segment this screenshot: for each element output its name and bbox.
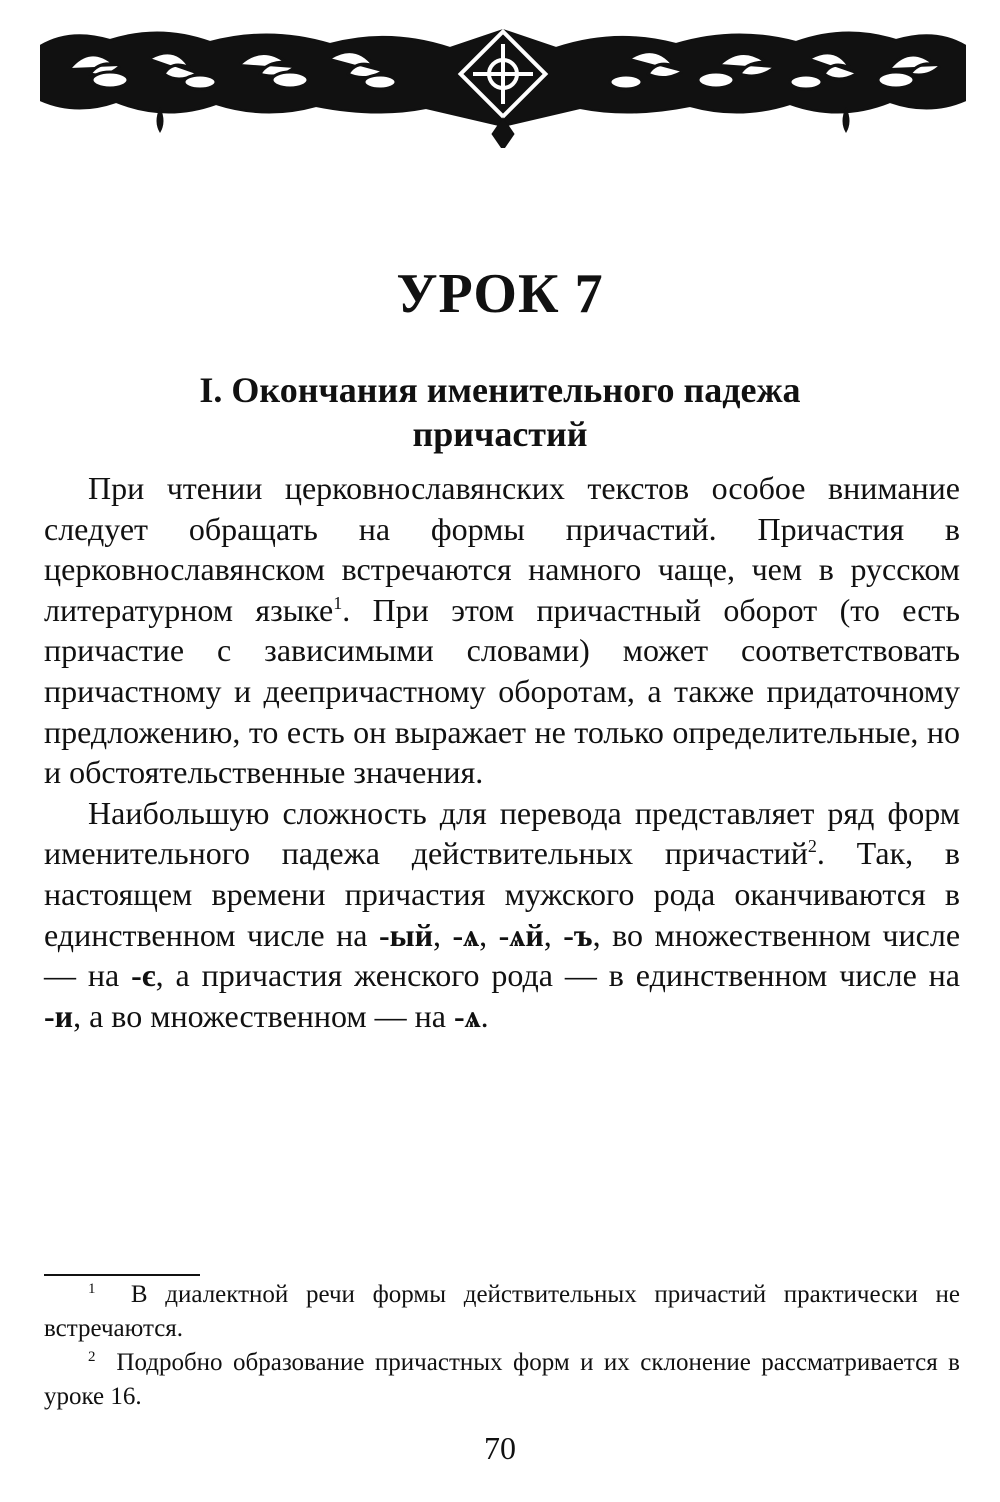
ending: -ъ — [563, 916, 593, 953]
separator: , — [433, 916, 453, 953]
paragraph-2-text-cont: . Так, в настоящем времени причастия мужского рода оканчиваются в единственном числе на — [44, 835, 961, 953]
paragraph-1-text: При чтении церковнославянских текстов особое внимание следует обращать на формы причастий. Причастия в церковнославянском встречаются намного чаще, чем в русском литературном языке — [44, 470, 960, 628]
paragraph-2-text: Наибольшую сложность для перевода представляет ряд форм именительного падежа действительных причастий — [44, 794, 960, 872]
paragraph-2-text-cont: , а причастия женского рода — в единственном числе на — [155, 957, 961, 994]
footnote-ref-1: 1 — [333, 592, 343, 613]
footnote-2 — [44, 1346, 960, 1414]
ending: -и — [44, 997, 74, 1034]
section-heading-line-1: I. Окончания именительного падежа — [199, 370, 801, 410]
ending: -ѧ — [452, 916, 480, 953]
ending: -ый — [378, 916, 434, 953]
section-heading — [80, 368, 920, 456]
ending: -є — [131, 957, 156, 994]
footnote-divider — [44, 1274, 200, 1276]
paragraph-2-text-cont: , во множественном числе — на — [44, 916, 961, 994]
paragraph-2-text-end: . — [480, 997, 489, 1034]
paragraph-2-text-cont: , а во множественном — на — [73, 997, 454, 1034]
separator: , — [479, 916, 499, 953]
footnote-number: 2 — [88, 1349, 96, 1365]
footnote-number: 1 — [88, 1281, 96, 1297]
paragraph-1-text-cont: . При этом причастный оборот (то есть причастие с зависимыми словами) может соответствовать причастному и деепричастному оборотам, а также придаточному предложению, то есть он выражает не только определительные, но и обстоятельственные значения. — [44, 591, 961, 791]
ending: -ѧй — [498, 916, 544, 953]
footnote-1 — [44, 1278, 960, 1346]
footnote-ref-2: 2 — [807, 836, 817, 857]
ending: -ѧ — [453, 997, 481, 1034]
page-number: 70 — [484, 1430, 516, 1466]
footnotes — [44, 1278, 960, 1414]
body-text — [44, 468, 960, 1036]
paragraph-1 — [44, 468, 960, 793]
paragraph-2 — [44, 793, 960, 1037]
footnote-text: Подробно образование причастных форм и их склонение рассматривается в уроке 16. — [44, 1349, 960, 1410]
separator: , — [543, 916, 564, 953]
footnote-text: В диалектной речи формы действительных причастий практически не встречаются. — [44, 1281, 960, 1342]
section-heading-line-2: причастий — [412, 414, 588, 454]
decorative-ornament-icon — [40, 18, 966, 148]
lesson-title: УРОК 7 — [396, 263, 604, 325]
